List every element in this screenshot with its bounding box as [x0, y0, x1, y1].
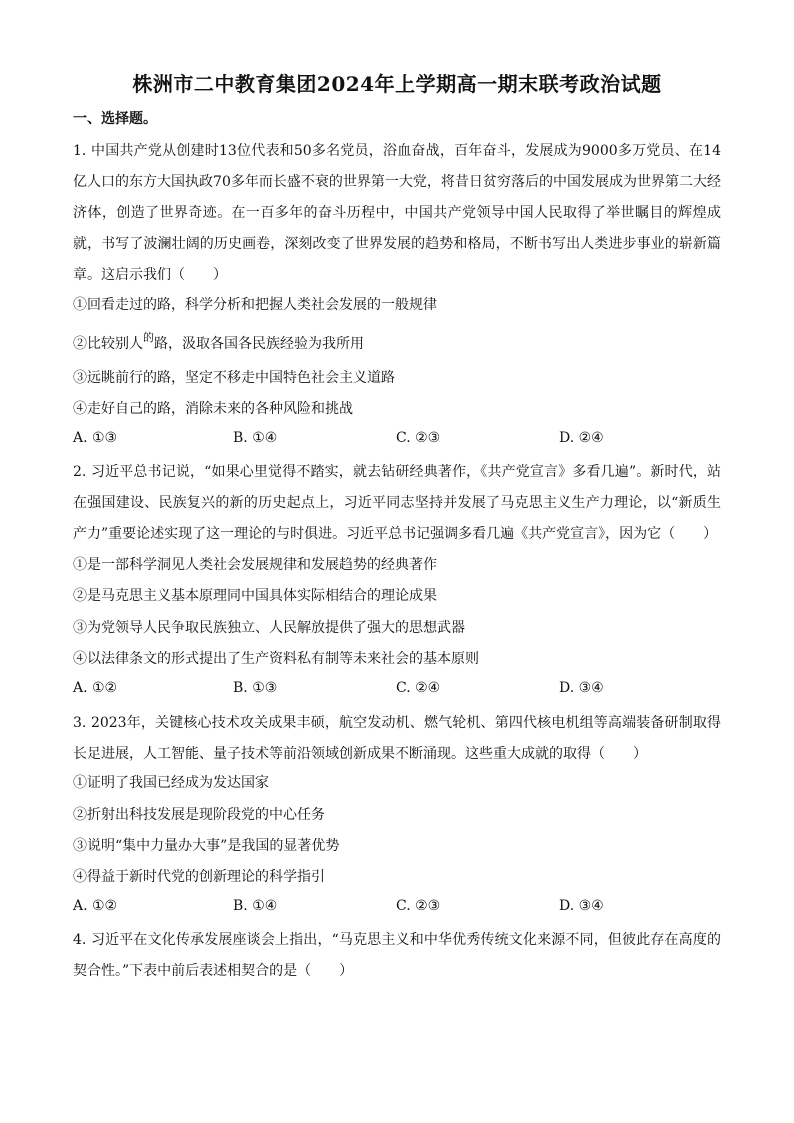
question-2-item-2: ②是马克思主义基本原理同中国具体实际相结合的理论成果 [73, 588, 437, 604]
question-3-option-b: B. ①④ [233, 898, 278, 914]
question-2-option-c: C. ②④ [396, 680, 441, 696]
question-1-stem: 1. 中国共产党从创建时13位代表和50多名党员，浴血奋战，百年奋斗，发展成为9000多万党员、在14亿人口的东方大国执政70多年而长盛不衰的世界第一大党，将昔日贫穷落后的中国发展成为世界第二大经济体，创造了世界奇迹。在一百多年的奋斗历程中，中国共产党领导中国人民取得了举世瞩目的辉煌成就，书写了波澜壮阔的历史画卷，深刻改变了世界发展的趋势和格局，不断书写出人类进步事业的崭新篇章。这启示我们（ ） [73, 143, 721, 283]
page-title: 株洲市二中教育集团2024年上学期高一期末联考政治试题 [132, 72, 662, 96]
question-3-stem: 3. 2023年，关键核心技术攻关成果丰硕，航空发动机、燃气轮机、第四代核电机组等高端装备研制取得长足进展，人工智能、量子技术等前沿领域创新成果不断涌现。这些重大成就的取得（ ） [73, 715, 721, 762]
section-heading: 一、选择题。 [73, 111, 157, 127]
question-1-item-4: ④走好自己的路，消除未来的各种风险和挑战 [73, 401, 353, 417]
question-1-item-2-start: ②比较别人 [73, 336, 143, 352]
question-1-options [73, 430, 733, 450]
question-2-option-a: A. ①② [73, 680, 118, 696]
question-1-option-c: C. ②③ [396, 430, 441, 446]
question-3-option-a: A. ①② [73, 898, 118, 914]
question-3-item-2: ②折射出科技发展是现阶段党的中心任务 [73, 807, 325, 823]
question-1-item-2 [73, 331, 364, 355]
question-1-item-2-sup: 的 [143, 331, 154, 344]
question-2-item-4: ④以法律条文的形式提出了生产资料私有制等未来社会的基本原则 [73, 651, 479, 667]
question-2-option-d: D. ③④ [559, 680, 604, 696]
question-2-option-b: B. ①③ [233, 680, 278, 696]
question-1-item-2-end: 路，汲取各国各民族经验为我所用 [154, 336, 364, 352]
question-3-option-d: D. ③④ [559, 898, 604, 914]
question-3-item-1: ①证明了我国已经成为发达国家 [73, 775, 269, 791]
question-2-stem: 2. 习近平总书记说，“如果心里觉得不踏实，就去钻研经典著作，《共产党宣言》多看几遍”。新时代，站在强国建设、民族复兴的新的历史起点上，习近平同志坚持并发展了马克思主义生产力理论，以“新质生产力”重要论述实现了这一理论的与时俱进。习近平总书记强调多看几遍《共产党宣言》，因为它（ ） [73, 464, 721, 542]
question-1-item-3: ③远眺前行的路，坚定不移走中国特色社会主义道路 [73, 370, 395, 386]
question-1-item-1: ①回看走过的路，科学分析和把握人类社会发展的一般规律 [73, 297, 437, 313]
question-2-options [73, 680, 733, 700]
question-3-item-3: ③说明“集中力量办大事”是我国的显著优势 [73, 838, 340, 854]
question-2-item-3: ③为党领导人民争取民族独立、人民解放提供了强大的思想武器 [73, 620, 465, 636]
question-1-option-b: B. ①④ [233, 430, 278, 446]
question-3-option-c: C. ②③ [396, 898, 441, 914]
question-1-option-d: D. ②④ [559, 430, 604, 446]
question-4-stem: 4. 习近平在文化传承发展座谈会上指出，“马克思主义和中华优秀传统文化来源不同，但彼此存在高度的契合性。”下表中前后表述相契合的是（ ） [73, 932, 721, 979]
question-1-option-a: A. ①③ [73, 430, 118, 446]
question-3-item-4: ④得益于新时代党的创新理论的科学指引 [73, 869, 325, 885]
question-2-item-1: ①是一部科学洞见人类社会发展规律和发展趋势的经典著作 [73, 557, 437, 573]
question-3-options [73, 898, 733, 918]
